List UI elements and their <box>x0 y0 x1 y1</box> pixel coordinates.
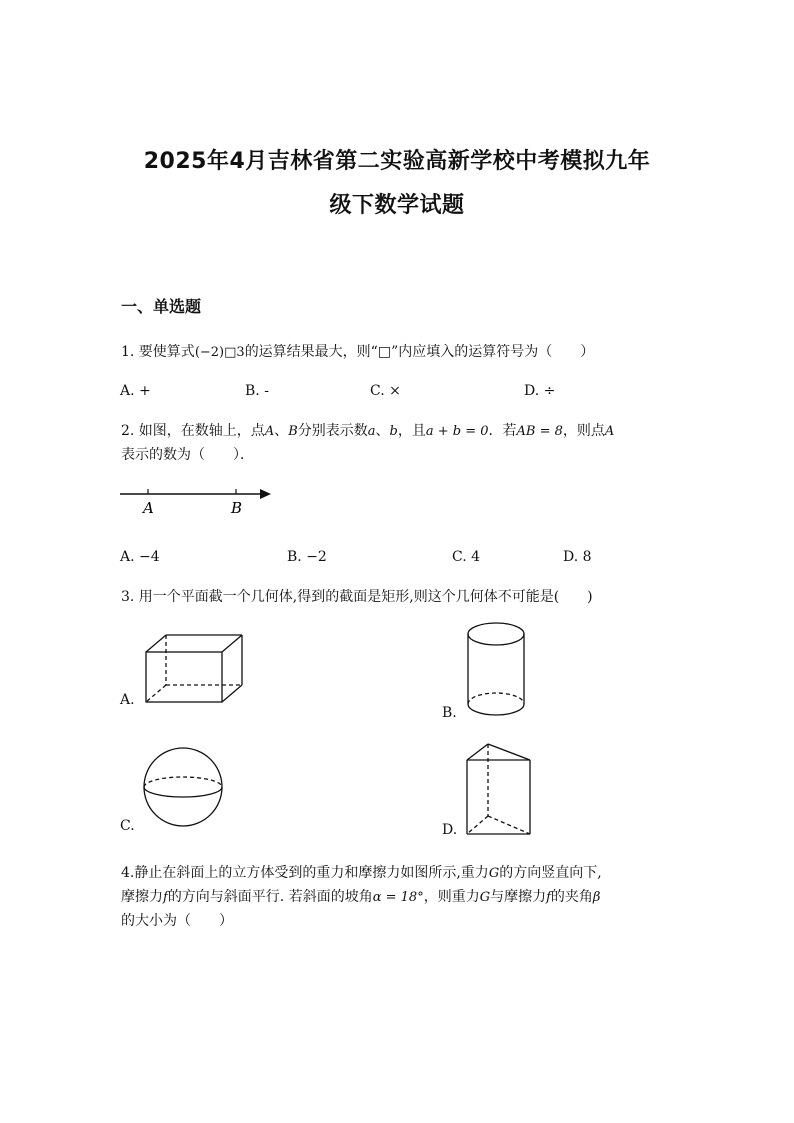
q4-text-1: 4.静止在斜面上的立方体受到的重力和摩擦力如图所示,重力 <box>121 865 489 881</box>
q1-prefix: 1. 要使算式 <box>121 344 195 360</box>
q3-option-d-label[interactable]: D. <box>442 822 458 838</box>
q2-expression-ab: AB = 8 <box>516 424 563 439</box>
q2-sep-2: 、 <box>375 423 390 439</box>
sphere-icon[interactable] <box>140 744 228 832</box>
triangular-prism-icon[interactable] <box>460 740 538 838</box>
title-line-2: 级下数学试题 <box>329 193 465 218</box>
q4-text-3: 摩擦力 <box>121 889 163 905</box>
q3-option-a-label[interactable]: A. <box>120 692 135 708</box>
q2-text-5: ，则点 <box>562 423 605 439</box>
q4-text-5: ，则重力 <box>423 889 480 905</box>
section-heading: 一、单选题 <box>121 297 202 316</box>
cylinder-icon[interactable] <box>462 619 532 719</box>
axis-label-a: A <box>143 499 154 517</box>
q4-text-4: 的方向与斜面平行. 若斜面的坡角 <box>167 889 373 905</box>
number-line-arrow-icon <box>260 489 271 499</box>
question-4-line-2 <box>121 886 600 906</box>
q2-text-2: 分别表示数 <box>297 423 368 439</box>
q2-option-c[interactable]: C. 4 <box>452 549 481 565</box>
question-1 <box>121 341 594 361</box>
q1-option-b[interactable]: B. - <box>245 383 269 399</box>
q1-expression: (−2)□3 <box>194 345 245 360</box>
q2-point-a: A <box>264 424 275 439</box>
q1-option-c[interactable]: C. × <box>370 383 401 399</box>
question-2-line-1 <box>121 420 614 440</box>
q4-text-6: 与摩擦力 <box>490 889 547 905</box>
q2-text-4: ．若 <box>488 423 517 439</box>
q2-expression-sum: a + b = 0 <box>425 424 489 439</box>
q4-text-2: 的方向竖直向下, <box>499 865 602 881</box>
title-line-1: 2025年4月吉林省第二实验高新学校中考模拟九年 <box>143 149 651 174</box>
q2-point-b: B <box>288 424 298 439</box>
q2-option-b[interactable]: B. −2 <box>287 549 327 565</box>
q2-point-a-2: A <box>604 424 615 439</box>
question-2-line-2: 表示的数为（ ）． <box>121 447 254 463</box>
question-4-line-1 <box>121 862 602 882</box>
axis-label-b: B <box>231 499 243 517</box>
q4-gravity-g-2: G <box>479 890 491 905</box>
q4-gravity-g: G <box>488 866 500 881</box>
q1-suffix: 的运算结果最大，则“□”内应填入的运算符号为（ ） <box>244 344 595 360</box>
q2-option-a[interactable]: A. −4 <box>120 549 160 565</box>
q2-sep: 、 <box>274 423 289 439</box>
q2-text-3: ，且 <box>397 423 426 439</box>
q1-option-a[interactable]: A. + <box>120 383 151 399</box>
q3-option-c-label[interactable]: C. <box>120 818 135 834</box>
q4-friction-f-2: f <box>546 890 551 905</box>
cuboid-icon[interactable] <box>140 632 250 707</box>
q4-friction-f: f <box>163 890 168 905</box>
q4-beta: β <box>592 890 601 905</box>
q2-text-1: 2. 如图，在数轴上，点 <box>121 423 265 439</box>
q2-var-a: a <box>367 424 376 439</box>
q2-var-b: b <box>389 424 398 439</box>
number-line-figure <box>118 484 278 520</box>
q4-text-7: 的夹角 <box>550 889 593 905</box>
question-3: 3. 用一个平面截一个几何体,得到的截面是矩形,则这个几何体不可能是( ) <box>121 589 593 605</box>
q4-alpha-expression: α = 18° <box>372 890 424 905</box>
document-title <box>100 140 694 228</box>
q3-option-b-label[interactable]: B. <box>442 705 457 721</box>
question-4-line-3: 的大小为（ ） <box>121 913 233 929</box>
q2-option-d[interactable]: D. 8 <box>563 549 592 565</box>
q1-option-d[interactable]: D. ÷ <box>524 383 556 399</box>
